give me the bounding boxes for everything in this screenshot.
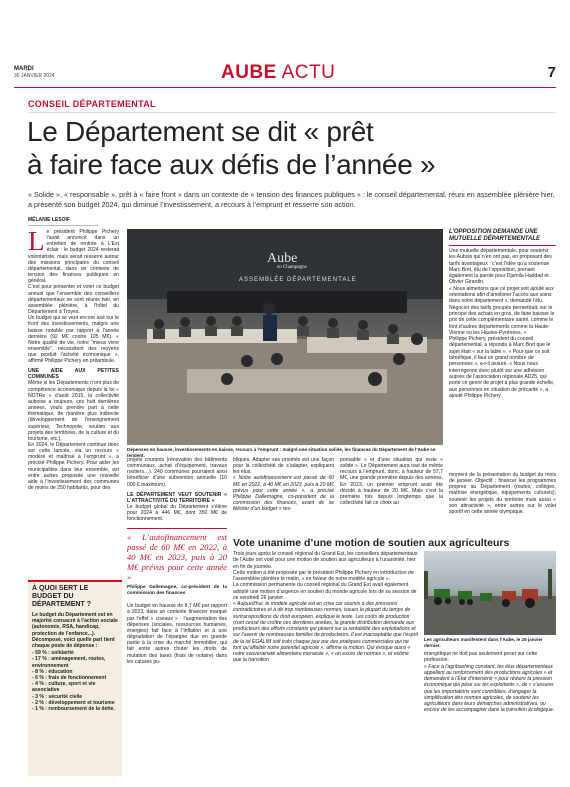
pull-quote-text: « L’autofinancement est passé de 60 M€ en 2022, à 40 M€ en 2023, puis à 20 M€ prévus pour cette année » bbox=[127, 532, 227, 583]
pull-quote bbox=[127, 528, 227, 597]
article-column-1 bbox=[28, 229, 119, 565]
article-column-3 bbox=[233, 457, 334, 532]
section-sub: ACTU bbox=[281, 62, 336, 83]
body-paragraph: énergétique ne doit pas seulement peser sur cette profession. bbox=[424, 651, 538, 664]
budget-box bbox=[28, 580, 122, 776]
budget-item: - 6 % : frais de fonctionnement bbox=[32, 675, 107, 682]
second-article-column-2 bbox=[424, 651, 556, 779]
subheading: LE DÉPARTEMENT VEUT SOUTENIR « L’ATTRACTIVITÉ DU TERRITOIRE » bbox=[127, 491, 227, 504]
section-title bbox=[221, 62, 335, 84]
header-rule bbox=[14, 87, 556, 88]
sidebar-paragraph: Une mutuelle départementale, pour soutenir les Aubois qui n’en ont pas, en proposant des tarifs avantageux : c’est l’idée qu’a soutenue Marc Bret, élu de l’opposition, prenant également la parole pour Djamila Haddad et Olivier Girardin. bbox=[449, 248, 552, 286]
article-kicker: CONSEIL DÉPARTEMENTAL bbox=[28, 99, 156, 109]
photo-logo-sub: en Champagne bbox=[277, 265, 307, 270]
budget-item: - 2 % : développement et tourisme bbox=[32, 699, 115, 706]
author-rule bbox=[28, 225, 98, 226]
sidebar-title: L’OPPOSITION DEMANDE UNE MUTUELLE DÉPARTEMENTALE bbox=[449, 229, 556, 246]
body-paragraph: Trois jours après le conseil régional du Grand Est, les conseillers départementaux de l’Aube ont voté pour une motion de soutien aux agriculteurs à l’unanimité, hier en fin de journée. bbox=[233, 551, 418, 570]
sidebar-paragraph: « Nous aimerions que ce projet soit ajouté aux orientations afin d’améliorer l’accès aux soins dans notre département », demandé l’élu. Négocier des tarifs groupés permettrait, sur le principe des achats en gros, de faire baisser le prix de cette complémentaire santé, comme le font d’autres départements comme la Haute-Vienne ou les Hautes-Pyrénées. » bbox=[449, 285, 555, 336]
body-paragraph: En 2024, le Département continue donc sur cette lancée, via un recours « modéré et maîtrisé à l’emprunt », a précisé Philippe Pichery. Pour aider les municipalités dans leur ensemble, est entre autres proposée une nouvelle aide à l’investissement des communes de moins de 250 habitants, pour des bbox=[28, 442, 119, 492]
main-photo bbox=[127, 229, 443, 445]
body-paragraph: Un budget en hausse de 8,7 M€ par rapport à 2023, dans un contexte financier marqué par l’effet « ciseaux » : l’augmentation des dépenses (sociales, ressources humaines, énergies) fait face à l’inflation et à une dégradation de l’épargne due en grande partie à la crise du marché immobilier, qui fait entre autres chuter les droits de mutation des taxes (frais de notaire) dans les caisses pu- bbox=[127, 603, 227, 665]
budget-item: - 4 % : culture, sport et vie associative bbox=[32, 681, 96, 694]
body-paragraph: La commission permanente du conseil régional du Grand Est avait également adopté une motion d’urgence en soutien du monde agricole lors de sa session de ce vendredi 26 janvier. bbox=[233, 582, 417, 601]
title-line-2: à faire face aux défis de l’année » bbox=[27, 149, 436, 180]
budget-item: - 17 % : aménagement, routes, environnement bbox=[32, 656, 106, 669]
body-paragraph: Le budget global du Département s’élève pour 2024 à 446 M€, dont 350 M€ de fonctionnement. bbox=[127, 503, 227, 523]
sidebar-continued bbox=[449, 472, 556, 542]
budget-box-title: À QUOI SERT LE BUDGET DU DÉPARTEMENT ? bbox=[32, 585, 91, 608]
header-day: MARDI bbox=[14, 66, 34, 72]
body-paragraph: moment de la présentation du budget du mois de janvier. Objectif : financer les programmes propres au Département (routes, collèges, maîtrise énergétique, équipements culturels), soutenir les projets du territoire mais aussi « son attractivité », entre autres sur le volet sportif en cette année olympique. bbox=[449, 472, 556, 515]
sidebar-body bbox=[449, 248, 556, 468]
body-paragraph: « Notre autofinancement est passé de 60 M€ en 2022, à 40 M€ en 2023, puis à 20 M€ prévus pour cette année », a précisé Philippe Dallemagne, co-président de la commission des finances, avant de se féliciter d’un budget « res- bbox=[233, 475, 334, 513]
title-line-1: Le Département se dit « prêt bbox=[27, 116, 374, 147]
photo-wall-text: ASSEMBLÉE DÉPARTEMENTALE bbox=[239, 277, 357, 283]
budget-item: - 59 % : solidarité bbox=[32, 650, 74, 657]
budget-box-intro: Le budget du Département est en majorité consacré à l’action sociale (autonomie, RSA, handicap, protection de l’enfance...). Décomposé, voici quelle part tient chaque poste de dépense : bbox=[32, 612, 118, 650]
sidebar bbox=[449, 229, 556, 549]
kicker-rule bbox=[28, 112, 556, 113]
second-article-column-1 bbox=[233, 551, 418, 779]
photo-logo bbox=[267, 251, 307, 270]
budget-item: - 3 % : sécurité civile bbox=[32, 693, 83, 700]
second-article-title: Vote unanime d’une motion de soutien aux agriculteurs bbox=[233, 537, 510, 549]
tractor-photo-caption: Les agriculteurs manifestent dans l’Aube, le 25 janvier dernier. bbox=[424, 637, 543, 648]
article-author: MÉLANIE LESOIF bbox=[28, 217, 70, 223]
body-paragraph: « Aujourd’hui, le modèle agricole est en crise car soumis à des pressions contradictoires et à de trop nombreuses normes, issues la plupart du temps de surtranspositions du droit européen, explique le texte. Les coûts de production n’ont cessé de croître ces dernières années, la grande distribution demande aux producteurs des efforts constants qui pèsent sur la rentabilité des exploitations et sur l’avenir de nombreuses familles de producteurs. Il est inacceptable que l’esprit de la loi EGALIM soit trahi chaque jour par des pratiques commerciales qui ne font qu’affaiblir notre potentiel agricole », affirme la motion. Qui évoque aussi « notre souveraineté alimentaire menacée », « un excès de normes », et estime que la transition bbox=[233, 601, 418, 664]
body-paragraph: e président Philippe Pichery l’avait annoncé dans un entretien de rentrée à L’Est éclair : le budget 2024 resterait volontariste, mais serait resserré autour des missions principales du conseil départemental, dans un contexte de tension des finances publiques en général. bbox=[28, 229, 119, 285]
article-title bbox=[27, 115, 435, 181]
dropcap: L bbox=[28, 229, 45, 256]
body-paragraph: C’est pour présenter et voter ce budget annuel que l’ensemble des conseillers départementaux se sont réunis hier, en assemblée plénière, à l’hôtel du Département à Troyes. bbox=[28, 284, 119, 316]
photo-logo-name: Aube bbox=[267, 251, 298, 266]
budget-item: - 8 % : éducation bbox=[32, 668, 73, 675]
tractor-photo bbox=[424, 551, 556, 635]
body-paragraph: Un budget qui se veut encore axé sur le front des investissements, malgré une baisse notable par rapport à l’année dernière (92 M€ contre 105 M€). « Notre qualité de vie, notre “mieux vivre ensemble”, nécessitent des moyens que produit l’activité économique », affirmé Philippe Pichery en préambule. bbox=[28, 315, 119, 365]
photo-caption: Dépenses en hausse, investissements en baisse, recours à l’emprunt : malgré une situation solide, les finances du Département de l’Aube se tendent. bbox=[127, 447, 436, 458]
body-paragraph: ponsable » et d’une situation qui reste « solide ». Le Département aura tout de même recours à l’emprunt, donc, à hauteur de 57,7 M€, une grande première depuis des années. En 2023, un premier emprunt avait été décidé à hauteur de 20 M€. Mais c’est la première fois depuis longtemps que la collectivité fait ce choix au bbox=[340, 457, 443, 507]
budget-box-list bbox=[32, 650, 118, 712]
subheading: UNE AIDE AUX PETITES COMMUNES bbox=[28, 368, 119, 381]
body-paragraph: « Face à l’agribashing constant, les élus départementaux appellent au renforcement des productions agricoles » et demandent à l’État d’intervenir « pour réduire la pression économique qui pèse sur les exploitants », de « s’assurer que les importations sont contrôlées, d’engager la simplification des normes agricoles, de soutenir les agriculteurs dans leurs démarches administratives, ou encore de les accompagner dans la transition écologique. bbox=[424, 663, 555, 714]
section-main: AUBE bbox=[221, 62, 277, 83]
budget-item: - 1 % : remboursement de la dette. bbox=[32, 706, 115, 713]
pull-quote-author: Philippe Dallemagne, co-président de la commission des finances bbox=[127, 585, 227, 597]
article-chapo: « Solide », « responsable », prêt à « faire front » dans un contexte de « tension des finances publiques » : le conseil départemental, réuni en assemblée plénière hier, a présenté son budget 2024, qui diminue l’investissement, a recours à l’emprunt et resserre son action. bbox=[28, 190, 555, 209]
body-paragraph: projets courants (rénovation des bâtiments communaux, achat d’équipement, travaux routiers…). 240 communes pourraient ainsi bénéficier d’une subvention annuelle (10 000 € maximum). bbox=[127, 457, 227, 488]
body-paragraph: bliques. Adapter ses priorités est une façon pour la collectivité de s’adapter, expliquent les élus. bbox=[233, 457, 334, 476]
article-column-4 bbox=[340, 457, 443, 532]
header-date: 30 JANVIER 2024 bbox=[14, 73, 55, 79]
body-paragraph: Même si les Départements n’ont plus de compétence économique depuis la loi « NOTRe » d’août 2015, la collectivité auboise a toujours, ces huit dernières années, voulu prendre part à cette thématique, de manière plus indirecte (développement de l’enseignement supérieur, Technopole, soutien aux projets des territoires, de la culture et du tourisme, etc.). bbox=[28, 380, 119, 442]
tractor-illustration bbox=[424, 551, 556, 635]
page-number: 7 bbox=[547, 64, 556, 81]
body-paragraph: Cette motion a été proposée par le président Philippe Pichery en introduction de l’assemblée plénière le matin, « en faveur de notre modèle agricole ». bbox=[233, 569, 414, 582]
article-column-2 bbox=[127, 457, 227, 779]
sidebar-paragraph: Philippe Pichery, président du conseil départemental, a répondu à Marc Bret que le sujet était « sur la table ». « Pour que ce soit bénéfique, il faut un grand nombre de personnes », a-t-il assuré. « Nous nous interrogeons donc plutôt sur une adhésion auprès de l’association régionale AD25, qui porte ce genre de projet à plus grande échelle, aux personnes en situation de précarité », a ajouté Philippe Pichery. bbox=[449, 336, 555, 399]
